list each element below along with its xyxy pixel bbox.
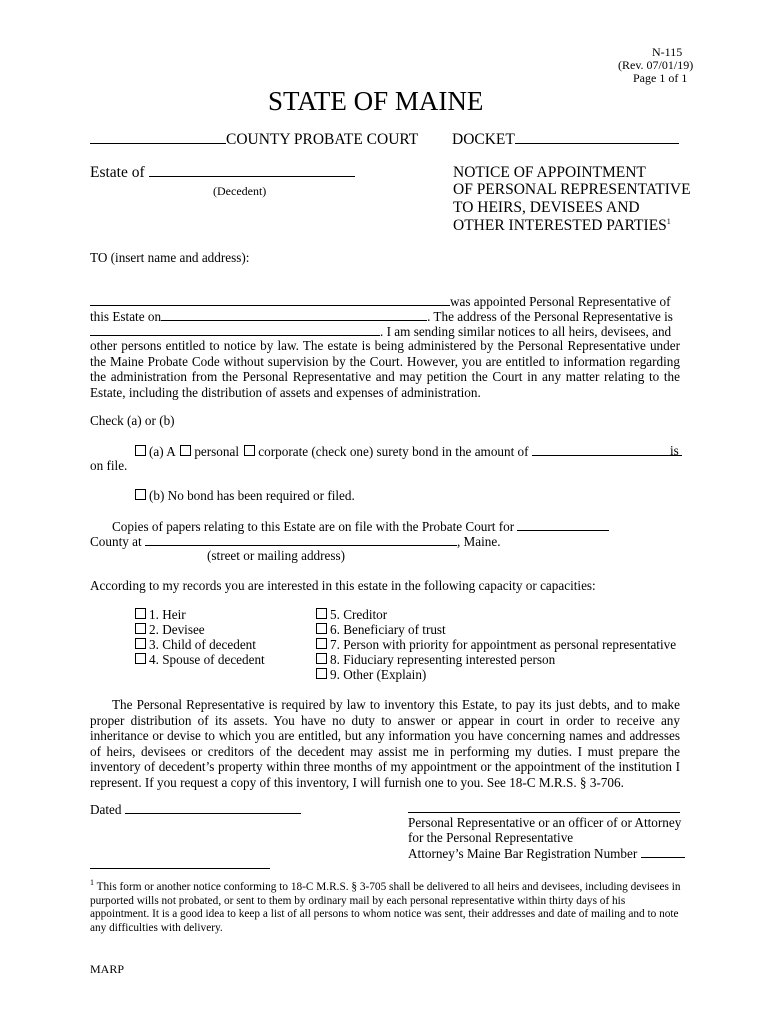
capacity-item[interactable]: 5. Creditor: [316, 607, 387, 623]
docket-line: [452, 131, 679, 149]
checkbox[interactable]: [135, 623, 146, 634]
page-number: Page 1 of 1: [633, 71, 688, 85]
option-a-end: is: [670, 443, 679, 458]
estate-label: Estate of: [90, 164, 145, 181]
check-label: Check (a) or (b): [90, 413, 175, 428]
checkbox[interactable]: [135, 608, 146, 619]
footnote: [90, 876, 682, 936]
capacity-item[interactable]: 2. Devisee: [135, 622, 205, 638]
dated-field[interactable]: [125, 801, 301, 814]
appointment-line2: this Estate on . The address of the Personal Representative is: [90, 309, 673, 324]
appointment-date-field[interactable]: [161, 308, 427, 321]
appointment-body: other persons entitled to notice by law. The estate is being administered by the Personal Representative under the Maine Probate Code without supervision by the Court. However, you are entitled to information regarding the administration from the Personal Representative and may petition the Court in any matter relating to the Estate, including the distribution of assets and expenses of administration.: [90, 338, 680, 400]
signature-line[interactable]: [408, 812, 680, 813]
page-title: STATE OF MAINE: [268, 86, 484, 116]
notice-title-line2: OF PERSONAL REPRESENTATIVE: [453, 181, 691, 198]
representative-name-field[interactable]: [90, 293, 450, 306]
checkbox[interactable]: [316, 623, 327, 634]
estate-line: [90, 164, 355, 182]
checkbox[interactable]: [135, 638, 146, 649]
footnote-marker: 1: [666, 217, 671, 226]
option-a-checkbox[interactable]: [135, 445, 146, 456]
county-name-field[interactable]: [90, 131, 226, 144]
checkbox[interactable]: [316, 608, 327, 619]
footnote-number: 1: [90, 878, 94, 887]
notice-title-line4: OTHER INTERESTED PARTIES$^1$: [453, 217, 671, 235]
form-revision: (Rev. 07/01/19): [618, 58, 694, 72]
signature-caption-line1: Personal Representative or an officer of or Attorney: [408, 815, 682, 830]
footer-code: MARP: [90, 962, 125, 976]
notice-title-line3: TO HEIRS, DEVISEES AND: [453, 199, 640, 216]
docket-field[interactable]: [515, 131, 679, 144]
to-label: TO (insert name and address):: [90, 250, 250, 265]
signature-caption-line2: for the Personal Representative: [408, 830, 574, 845]
footnote-separator: [90, 868, 270, 869]
option-a-line: (a) A personal corporate (check one) surety bond in the amount of: [135, 443, 682, 460]
dated-line: Dated: [90, 801, 301, 818]
checkbox[interactable]: [316, 638, 327, 649]
capacity-item[interactable]: 6. Beneficiary of trust: [316, 622, 446, 638]
capacity-intro: According to my records you are interested in this estate in the following capacity or capacities:: [90, 578, 596, 593]
copies-line2: County at , Maine.: [90, 534, 501, 549]
corporate-bond-checkbox[interactable]: [244, 445, 255, 456]
court-address-field[interactable]: [145, 533, 457, 546]
county-court-line: [90, 131, 418, 149]
capacity-item[interactable]: 8. Fiduciary representing interested person: [316, 652, 555, 668]
checkbox[interactable]: [316, 653, 327, 664]
appointment-line1: was appointed Personal Representative of: [90, 293, 670, 310]
capacity-item[interactable]: 7. Person with priority for appointment as personal representative: [316, 637, 676, 653]
notice-title-line1: NOTICE OF APPOINTMENT: [453, 164, 646, 181]
representative-address-field[interactable]: [90, 323, 380, 336]
address-hint: (street or mailing address): [207, 548, 346, 563]
form-number: N-115: [652, 45, 683, 59]
checkbox[interactable]: [316, 668, 327, 679]
docket-label: DOCKET: [452, 131, 515, 148]
estate-name-field[interactable]: [149, 164, 355, 177]
capacity-item[interactable]: 1. Heir: [135, 607, 186, 623]
decedent-label: (Decedent): [213, 184, 267, 198]
option-b-line: (b) No bond has been required or filed.: [135, 488, 355, 504]
copies-line1: Copies of papers relating to this Estate are on file with the Probate Court for: [112, 518, 609, 535]
bar-number-line: Attorney’s Maine Bar Registration Number: [408, 845, 685, 862]
checkbox[interactable]: [135, 653, 146, 664]
duties-paragraph: The Personal Representative is required by law to inventory this Estate, to pay its just debts, and to make proper distribution of its assets. You have no duty to answer or appear in court in order to receive any inheritance or devise to which you are entitled, but any information you have concerning names and addresses of heirs, devisees or creditors of the decedent may assist me in performing my duties. I must prepare the inventory of decedent’s property within three months of my appointment or the appointment of the institution I represent. If you request a copy of this inventory, I will furnish one to you. See 18-C M.R.S. § 3-706.: [90, 697, 680, 790]
capacity-item[interactable]: 4. Spouse of decedent: [135, 652, 265, 668]
option-a-cont: on file.: [90, 458, 128, 473]
county-court-label: COUNTY PROBATE COURT: [226, 131, 419, 148]
personal-bond-checkbox[interactable]: [180, 445, 191, 456]
probate-county-field[interactable]: [517, 518, 609, 531]
capacity-item[interactable]: 9. Other (Explain): [316, 667, 426, 683]
bar-number-field[interactable]: [641, 845, 685, 858]
capacity-item[interactable]: 3. Child of decedent: [135, 637, 256, 653]
appointment-line3: . I am sending similar notices to all heirs, devisees, and: [90, 323, 671, 340]
option-b-checkbox[interactable]: [135, 489, 146, 500]
footnote-text: This form or another notice conforming to 18-C M.R.S. § 3-705 shall be delivered to all heirs and devisees, including devisees in purported wills not probated, or sent to them by ordinary mail by each personal representative within thirty days of his appointment. It is a good idea to keep a list of all persons to whom notice was sent, their addresses and date of mailing and to note any difficulties with delivery.: [90, 880, 681, 935]
bond-amount-field[interactable]: [532, 443, 682, 456]
